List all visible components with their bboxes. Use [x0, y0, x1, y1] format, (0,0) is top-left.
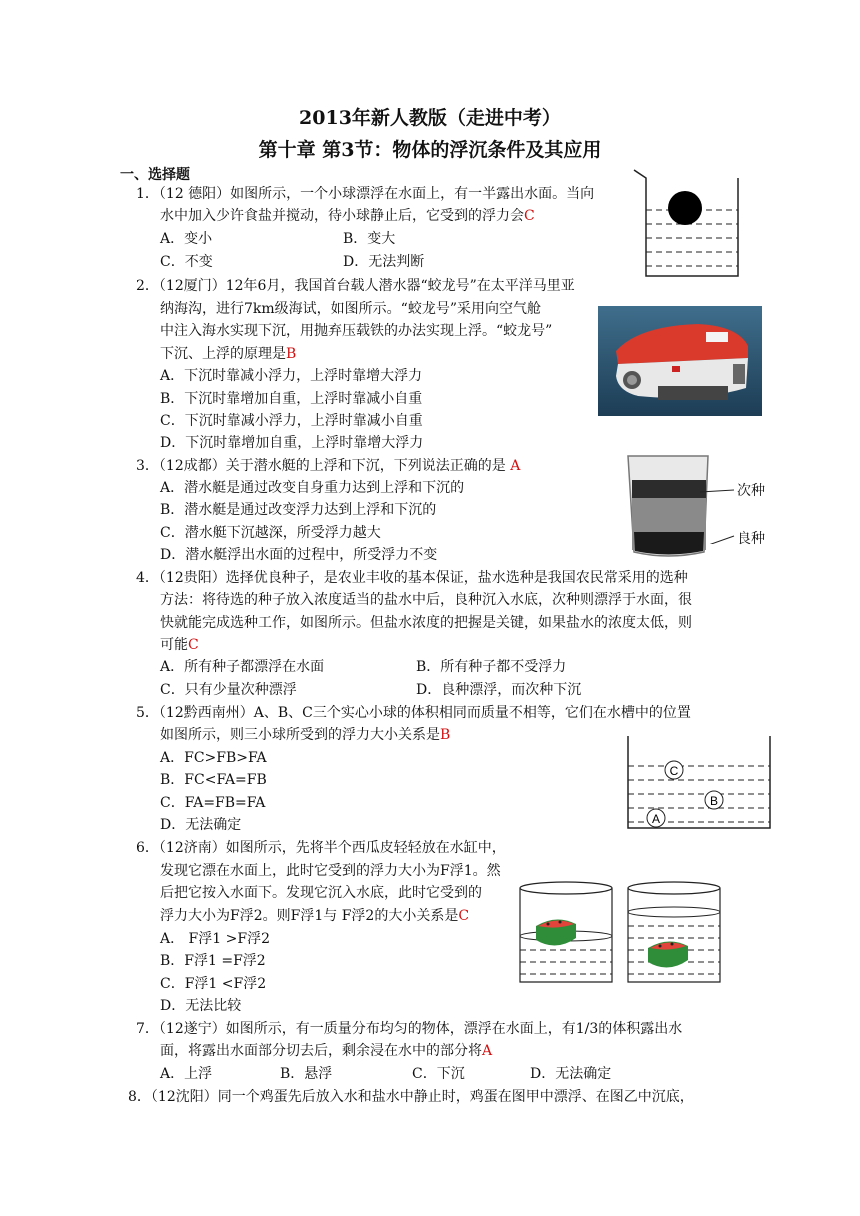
q7-option-a: A．上浮 — [160, 1066, 213, 1082]
q6-line4: 浮力大小为F浮2。则F浮1与 F浮2的大小关系是C — [160, 908, 470, 924]
q2-option-a: A．下沉时靠减小浮力，上浮时靠增大浮力 — [160, 368, 423, 384]
q7-option-d: D．无法确定 — [530, 1066, 612, 1082]
q6-option-b: B．F浮1 =F浮2 — [160, 953, 266, 969]
q6-option-c: C．F浮1 <F浮2 — [160, 976, 267, 992]
q2-answer: B — [286, 346, 297, 362]
q3-option-c: C．潜水艇下沉越深，所受浮力越大 — [160, 525, 381, 541]
q3-label-good-seed: 良种 — [737, 531, 765, 547]
q5-line2: 如图所示，则三小球所受到的浮力大小关系是B — [160, 727, 451, 743]
q4-option-a: A．所有种子都漂浮在水面 — [160, 659, 325, 675]
q1-option-b: B．变大 — [343, 231, 396, 247]
q5-option-b: B．FC<FA=FB — [160, 772, 267, 788]
q5-option-d: D．无法确定 — [160, 817, 242, 833]
q3-label-inferior-seed: 次种 — [737, 483, 765, 499]
q2-line2: 纳海沟，进行7km级海试，如图所示。“蛟龙号”采用向空气舱 — [160, 301, 541, 317]
q3-label-pointers — [700, 478, 740, 544]
q6-line1: 6．（12济南）如图所示，先将半个西瓜皮轻轻放在水缸中， — [136, 840, 506, 856]
q1-line2: 水中加入少许食盐并搅动，待小球静止后，它受到的浮力会C — [160, 208, 535, 224]
q7-line2: 面，将露出水面部分切去后，剩余浸在水中的部分将A — [160, 1043, 493, 1059]
q2-option-c: C．下沉时靠减小浮力，上浮时靠减小自重 — [160, 413, 423, 429]
q1-option-a: A．变小 — [160, 231, 213, 247]
ball-c-label: C — [669, 764, 679, 778]
q3-option-d: D．潜水艇浮出水面的过程中，所受浮力不变 — [160, 547, 438, 563]
q5-line1: 5．（12黔西南州）A、B、C三个实心小球的体积相同而质量不相等，它们在水槽中的位置 — [136, 705, 691, 721]
doc-title: 2013年新人教版（走进中考） — [299, 107, 561, 129]
q6-vat-sunk-figure — [624, 878, 724, 988]
q3-answer: A — [510, 458, 521, 474]
q5-tank-figure — [624, 734, 774, 830]
q3-option-a: A．潜水艇是通过改变自身重力达到上浮和下沉的 — [160, 480, 465, 496]
q6-answer: C — [458, 908, 470, 924]
q7-answer: A — [482, 1043, 493, 1059]
q2-line4: 下沉、上浮的原理是B — [160, 346, 297, 362]
ball-b-label: B — [709, 794, 719, 808]
q7-line1: 7．（12遂宁）如图所示，有一质量分布均匀的物体，漂浮在水面上，有1/3的体积露出水 — [136, 1021, 683, 1037]
q4-line3: 快就能完成选种工作，如图所示。但盐水浓度的把握是关键，如果盐水的浓度太低，则 — [160, 615, 692, 631]
q3-option-b: B．潜水艇是通过改变浮力达到上浮和下沉的 — [160, 502, 437, 518]
ball-a-label: A — [651, 812, 661, 826]
q4-answer: C — [188, 637, 199, 653]
q7-option-b: B．悬浮 — [280, 1066, 333, 1082]
q2-option-b: B．下沉时靠增加自重，上浮时靠减小自重 — [160, 391, 423, 407]
q8-line1: 8．（12沈阳）同一个鸡蛋先后放入水和盐水中静止时，鸡蛋在图甲中漂浮、在图乙中沉底， — [128, 1089, 694, 1105]
q4-option-b: B．所有种子都不受浮力 — [416, 659, 567, 675]
q5-answer: B — [440, 727, 451, 743]
section-heading: 一、选择题 — [120, 167, 190, 183]
q2-line3: 中注入海水实现下沉，用抛弃压载铁的办法实现上浮。“蛟龙号” — [160, 323, 553, 339]
q6-line3: 后把它按入水面下。发现它沉入水底，此时它受到的 — [160, 885, 482, 901]
q1-answer: C — [524, 208, 535, 224]
q4-line2: 方法：将待选的种子放入浓度适当的盐水中后，良种沉入水底，次种则漂浮于水面，很 — [160, 592, 692, 608]
q4-line4: 可能C — [160, 637, 199, 653]
q1-option-c: C．不变 — [160, 254, 213, 270]
doc-subtitle: 第十章 第3节：物体的浮沉条件及其应用 — [258, 139, 602, 161]
q2-option-d: D．下沉时靠增加自重，上浮时靠增大浮力 — [160, 435, 424, 451]
q7-option-c: C．下沉 — [412, 1066, 465, 1082]
q1-line1: 1．（12 德阳）如图所示，一个小球漂浮在水面上，有一半露出水面。当向 — [136, 186, 595, 202]
q6-option-a: A． F浮1 >F浮2 — [160, 931, 270, 947]
q4-line1: 4．（12贵阳）选择优良种子，是农业丰收的基本保证，盐水选种是我国农民常采用的选种 — [136, 570, 688, 586]
q5-option-c: C．FA=FB=FA — [160, 795, 266, 811]
q1-option-d: D．无法判断 — [343, 254, 425, 270]
q3-line1: 3．（12成都）关于潜水艇的上浮和下沉，下列说法正确的是 A — [136, 458, 521, 474]
q4-option-d: D．良种漂浮，而次种下沉 — [416, 682, 582, 698]
q1-beaker-figure — [632, 168, 752, 280]
q2-line1: 2．（12厦门）12年6月，我国首台载人潜水器“蛟龙号”在太平洋马里亚 — [136, 278, 575, 294]
q4-option-c: C．只有少量次种漂浮 — [160, 682, 297, 698]
q6-option-d: D．无法比较 — [160, 998, 242, 1014]
q6-vat-floating-figure — [516, 878, 616, 988]
q2-submersible-photo — [598, 306, 762, 416]
q6-line2: 发现它漂在水面上，此时它受到的浮力大小为F浮1。然 — [160, 863, 501, 879]
q5-option-a: A．FC>FB>FA — [160, 750, 267, 766]
